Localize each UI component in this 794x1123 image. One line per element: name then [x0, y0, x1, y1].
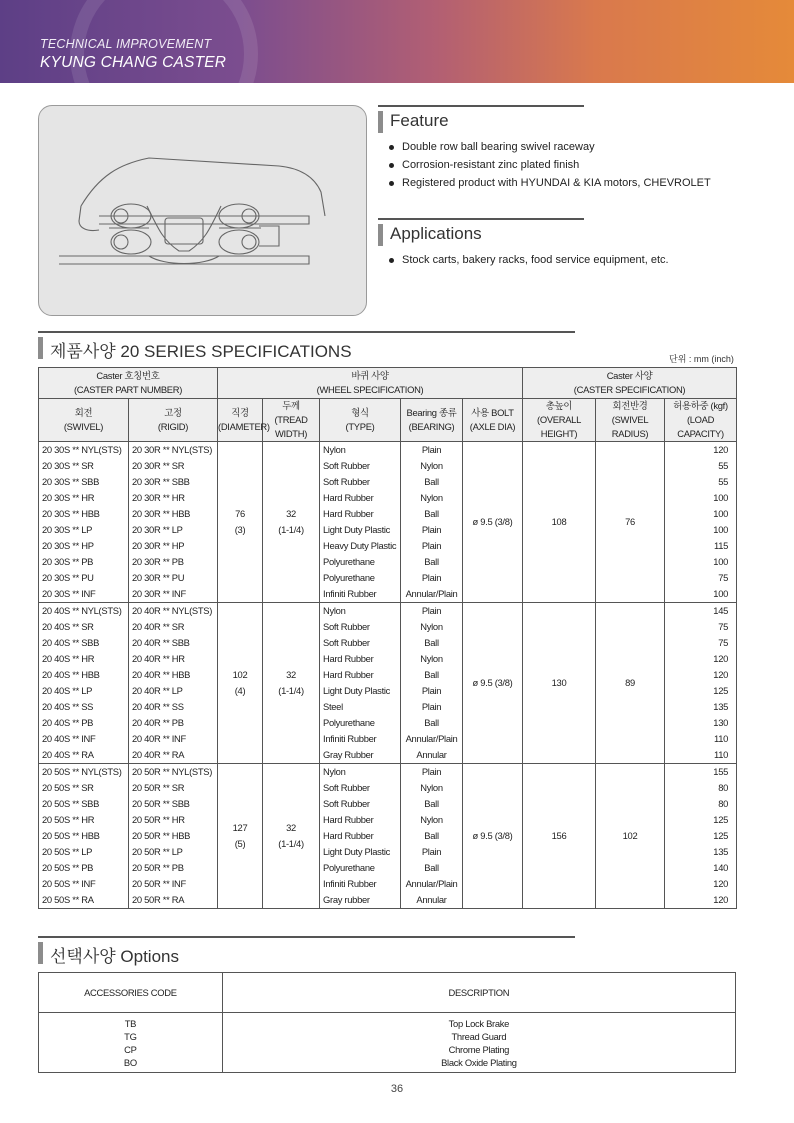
- load-capacity: 120: [665, 442, 737, 459]
- swivel-part-number: 20 30S ** LP: [39, 522, 129, 538]
- load-capacity: 75: [665, 570, 737, 586]
- bearing-type: Annular/Plain: [401, 731, 463, 747]
- swivel-part-number: 20 30S ** INF: [39, 586, 129, 603]
- load-capacity: 100: [665, 522, 737, 538]
- accessory-code: CP: [39, 1043, 223, 1056]
- wheel-type: Infiniti Rubber: [320, 876, 401, 892]
- wheel-type: Hard Rubber: [320, 651, 401, 667]
- rigid-part-number: 20 30R ** HR: [129, 490, 218, 506]
- rigid-part-number: 20 50R ** HBB: [129, 828, 218, 844]
- column-header: 두께 (TREAD WIDTH): [263, 399, 320, 442]
- rigid-part-number: 20 40R ** SR: [129, 619, 218, 635]
- group-header-part: Caster 호칭번호 (CASTER PART NUMBER): [39, 368, 218, 399]
- bearing-type: Ball: [401, 506, 463, 522]
- bearing-type: Ball: [401, 667, 463, 683]
- feature-item: Corrosion-resistant zinc plated finish: [386, 156, 711, 174]
- rigid-part-number: 20 40R ** RA: [129, 747, 218, 764]
- swivel-part-number: 20 40S ** LP: [39, 683, 129, 699]
- overall-height: 130: [523, 603, 596, 764]
- column-header: 회전반경 (SWIVEL RADIUS): [596, 399, 665, 442]
- load-capacity: 100: [665, 506, 737, 522]
- swivel-part-number: 20 50S ** PB: [39, 860, 129, 876]
- swivel-part-number: 20 50S ** HBB: [39, 828, 129, 844]
- caster-cross-section-drawing: [39, 106, 366, 315]
- wheel-type: Hard Rubber: [320, 828, 401, 844]
- swivel-part-number: 20 50S ** RA: [39, 892, 129, 909]
- wheel-diameter: 76 (3): [218, 442, 263, 603]
- axle-diameter: ø 9.5 (3/8): [463, 764, 523, 909]
- bearing-type: Annular: [401, 892, 463, 909]
- bearing-type: Nylon: [401, 619, 463, 635]
- column-header: ACCESSORIES CODE: [39, 973, 223, 1013]
- table-row: [39, 764, 737, 781]
- swivel-part-number: 20 30S ** HR: [39, 490, 129, 506]
- wheel-type: Nylon: [320, 764, 401, 781]
- swivel-part-number: 20 50S ** INF: [39, 876, 129, 892]
- column-header: 허용하중 (kgf) (LOAD CAPACITY): [665, 399, 737, 442]
- wheel-type: Hard Rubber: [320, 490, 401, 506]
- bearing-type: Plain: [401, 603, 463, 620]
- bearing-type: Plain: [401, 844, 463, 860]
- wheel-type: Soft Rubber: [320, 780, 401, 796]
- column-header: DESCRIPTION: [222, 973, 735, 1013]
- swivel-part-number: 20 50S ** SR: [39, 780, 129, 796]
- wheel-type: Soft Rubber: [320, 619, 401, 635]
- swivel-part-number: 20 50S ** NYL(STS): [39, 764, 129, 781]
- load-capacity: 115: [665, 538, 737, 554]
- applications-title: Applications: [390, 224, 482, 243]
- bearing-type: Annular/Plain: [401, 586, 463, 603]
- column-header: 직경 (DIAMETER): [218, 399, 263, 442]
- column-header: 총높이 (OVERALL HEIGHT): [523, 399, 596, 442]
- tread-width: 32 (1-1/4): [263, 442, 320, 603]
- swivel-part-number: 20 30S ** PB: [39, 554, 129, 570]
- wheel-type: Soft Rubber: [320, 458, 401, 474]
- accessory-code: TB: [39, 1013, 223, 1031]
- group-header-wheel: 바퀴 사양 (WHEEL SPECIFICATION): [218, 368, 523, 399]
- bearing-type: Nylon: [401, 651, 463, 667]
- wheel-type: Polyurethane: [320, 715, 401, 731]
- rigid-part-number: 20 50R ** SBB: [129, 796, 218, 812]
- page-header: [0, 0, 794, 83]
- table-row: [39, 442, 737, 459]
- page-number: 36: [390, 1083, 404, 1095]
- swivel-part-number: 20 40S ** RA: [39, 747, 129, 764]
- feature-item: Double row ball bearing swivel raceway: [386, 138, 711, 156]
- rigid-part-number: 20 30R ** INF: [129, 586, 218, 603]
- wheel-type: Steel: [320, 699, 401, 715]
- swivel-radius: 76: [596, 442, 665, 603]
- bearing-type: Plain: [401, 538, 463, 554]
- load-capacity: 130: [665, 715, 737, 731]
- column-header: Bearing 종류 (BEARING): [401, 399, 463, 442]
- wheel-type: Nylon: [320, 603, 401, 620]
- swivel-part-number: 20 40S ** NYL(STS): [39, 603, 129, 620]
- rigid-part-number: 20 40R ** SBB: [129, 635, 218, 651]
- bearing-type: Nylon: [401, 780, 463, 796]
- swivel-part-number: 20 40S ** INF: [39, 731, 129, 747]
- bearing-type: Nylon: [401, 812, 463, 828]
- table-row: [39, 1030, 736, 1043]
- load-capacity: 120: [665, 892, 737, 909]
- swivel-radius: 102: [596, 764, 665, 909]
- swivel-part-number: 20 30S ** PU: [39, 570, 129, 586]
- rigid-part-number: 20 30R ** SBB: [129, 474, 218, 490]
- unit-note: 단위 : mm (inch): [669, 354, 734, 364]
- accessory-description: Top Lock Brake: [222, 1013, 735, 1031]
- load-capacity: 125: [665, 812, 737, 828]
- bearing-type: Ball: [401, 828, 463, 844]
- wheel-type: Hard Rubber: [320, 812, 401, 828]
- table-row: [39, 603, 737, 620]
- swivel-part-number: 20 50S ** LP: [39, 844, 129, 860]
- wheel-type: Infiniti Rubber: [320, 586, 401, 603]
- wheel-type: Hard Rubber: [320, 506, 401, 522]
- rigid-part-number: 20 40R ** NYL(STS): [129, 603, 218, 620]
- wheel-type: Light Duty Plastic: [320, 683, 401, 699]
- wheel-type: Light Duty Plastic: [320, 844, 401, 860]
- bearing-type: Nylon: [401, 490, 463, 506]
- wheel-type: Hard Rubber: [320, 667, 401, 683]
- bearing-type: Ball: [401, 715, 463, 731]
- load-capacity: 75: [665, 619, 737, 635]
- load-capacity: 120: [665, 667, 737, 683]
- load-capacity: 100: [665, 490, 737, 506]
- bearing-type: Plain: [401, 683, 463, 699]
- rigid-part-number: 20 50R ** SR: [129, 780, 218, 796]
- wheel-type: Gray Rubber: [320, 747, 401, 764]
- feature-title: Feature: [390, 111, 449, 130]
- rigid-part-number: 20 30R ** PB: [129, 554, 218, 570]
- accessory-description: Black Oxide Plating: [222, 1056, 735, 1073]
- table-row: [39, 1013, 736, 1031]
- rigid-part-number: 20 30R ** HBB: [129, 506, 218, 522]
- wheel-type: Gray rubber: [320, 892, 401, 909]
- load-capacity: 155: [665, 764, 737, 781]
- load-capacity: 110: [665, 747, 737, 764]
- swivel-part-number: 20 50S ** SBB: [39, 796, 129, 812]
- load-capacity: 110: [665, 731, 737, 747]
- feature-list: [386, 138, 711, 192]
- swivel-radius: 89: [596, 603, 665, 764]
- wheel-type: Polyurethane: [320, 570, 401, 586]
- rigid-part-number: 20 40R ** INF: [129, 731, 218, 747]
- options-table: [38, 972, 736, 1073]
- rigid-part-number: 20 30R ** NYL(STS): [129, 442, 218, 459]
- load-capacity: 80: [665, 796, 737, 812]
- swivel-part-number: 20 30S ** HBB: [39, 506, 129, 522]
- applications-list: [386, 251, 669, 269]
- accessory-code: TG: [39, 1030, 223, 1043]
- bearing-type: Annular/Plain: [401, 876, 463, 892]
- wheel-type: Soft Rubber: [320, 796, 401, 812]
- overall-height: 156: [523, 764, 596, 909]
- swivel-part-number: 20 30S ** NYL(STS): [39, 442, 129, 459]
- load-capacity: 100: [665, 586, 737, 603]
- header-subtitle: TECHNICAL IMPROVEMENT: [40, 37, 212, 51]
- rigid-part-number: 20 50R ** HR: [129, 812, 218, 828]
- swivel-part-number: 20 50S ** HR: [39, 812, 129, 828]
- rigid-part-number: 20 50R ** LP: [129, 844, 218, 860]
- load-capacity: 140: [665, 860, 737, 876]
- bearing-type: Ball: [401, 860, 463, 876]
- load-capacity: 55: [665, 458, 737, 474]
- bearing-type: Plain: [401, 764, 463, 781]
- rigid-part-number: 20 40R ** HBB: [129, 667, 218, 683]
- rigid-part-number: 20 30R ** SR: [129, 458, 218, 474]
- accessory-description: Thread Guard: [222, 1030, 735, 1043]
- spec-title: 제품사양 20 SERIES SPECIFICATIONS: [50, 342, 352, 361]
- rigid-part-number: 20 50R ** RA: [129, 892, 218, 909]
- rigid-part-number: 20 40R ** LP: [129, 683, 218, 699]
- load-capacity: 55: [665, 474, 737, 490]
- bearing-type: Ball: [401, 796, 463, 812]
- bearing-type: Ball: [401, 474, 463, 490]
- rigid-part-number: 20 50R ** PB: [129, 860, 218, 876]
- rigid-part-number: 20 50R ** NYL(STS): [129, 764, 218, 781]
- bearing-type: Plain: [401, 442, 463, 459]
- rigid-part-number: 20 30R ** HP: [129, 538, 218, 554]
- wheel-type: Soft Rubber: [320, 474, 401, 490]
- wheel-diameter: 127 (5): [218, 764, 263, 909]
- bearing-type: Ball: [401, 554, 463, 570]
- swivel-part-number: 20 30S ** SR: [39, 458, 129, 474]
- bearing-type: Nylon: [401, 458, 463, 474]
- load-capacity: 135: [665, 699, 737, 715]
- swivel-part-number: 20 40S ** HBB: [39, 667, 129, 683]
- rigid-part-number: 20 30R ** LP: [129, 522, 218, 538]
- rigid-part-number: 20 30R ** PU: [129, 570, 218, 586]
- accessory-description: Chrome Plating: [222, 1043, 735, 1056]
- bearing-type: Annular: [401, 747, 463, 764]
- rigid-part-number: 20 50R ** INF: [129, 876, 218, 892]
- load-capacity: 125: [665, 828, 737, 844]
- rigid-part-number: 20 40R ** HR: [129, 651, 218, 667]
- bearing-type: Ball: [401, 635, 463, 651]
- load-capacity: 75: [665, 635, 737, 651]
- feature-item: Registered product with HYUNDAI & KIA motors, CHEVROLET: [386, 174, 711, 192]
- swivel-part-number: 20 40S ** SBB: [39, 635, 129, 651]
- header-title: KYUNG CHANG CASTER: [40, 54, 227, 71]
- rigid-part-number: 20 40R ** SS: [129, 699, 218, 715]
- load-capacity: 100: [665, 554, 737, 570]
- swivel-part-number: 20 30S ** SBB: [39, 474, 129, 490]
- column-header: 회전 (SWIVEL): [39, 399, 129, 442]
- swivel-part-number: 20 30S ** HP: [39, 538, 129, 554]
- bearing-type: Plain: [401, 570, 463, 586]
- options-title: 선택사양 Options: [50, 947, 179, 966]
- load-capacity: 120: [665, 651, 737, 667]
- group-header-caster: Caster 사양 (CASTER SPECIFICATION): [523, 368, 737, 399]
- rigid-part-number: 20 40R ** PB: [129, 715, 218, 731]
- swivel-part-number: 20 40S ** SS: [39, 699, 129, 715]
- column-header: 형식 (TYPE): [320, 399, 401, 442]
- tread-width: 32 (1-1/4): [263, 603, 320, 764]
- caster-illustration: [38, 105, 367, 316]
- table-row: [39, 1043, 736, 1056]
- swivel-part-number: 20 40S ** HR: [39, 651, 129, 667]
- load-capacity: 120: [665, 876, 737, 892]
- applications-item: Stock carts, bakery racks, food service equipment, etc.: [386, 251, 669, 269]
- swivel-part-number: 20 40S ** PB: [39, 715, 129, 731]
- load-capacity: 135: [665, 844, 737, 860]
- overall-height: 108: [523, 442, 596, 603]
- spec-table: [38, 367, 737, 909]
- tread-width: 32 (1-1/4): [263, 764, 320, 909]
- wheel-type: Soft Rubber: [320, 635, 401, 651]
- table-row: [39, 1056, 736, 1073]
- wheel-type: Polyurethane: [320, 860, 401, 876]
- load-capacity: 80: [665, 780, 737, 796]
- swivel-part-number: 20 40S ** SR: [39, 619, 129, 635]
- axle-diameter: ø 9.5 (3/8): [463, 442, 523, 603]
- wheel-type: Heavy Duty Plastic: [320, 538, 401, 554]
- load-capacity: 125: [665, 683, 737, 699]
- bearing-type: Plain: [401, 699, 463, 715]
- bearing-type: Plain: [401, 522, 463, 538]
- accessory-code: BO: [39, 1056, 223, 1073]
- column-header: 사용 BOLT (AXLE DIA): [463, 399, 523, 442]
- axle-diameter: ø 9.5 (3/8): [463, 603, 523, 764]
- wheel-type: Light Duty Plastic: [320, 522, 401, 538]
- load-capacity: 145: [665, 603, 737, 620]
- wheel-diameter: 102 (4): [218, 603, 263, 764]
- wheel-type: Infiniti Rubber: [320, 731, 401, 747]
- wheel-type: Nylon: [320, 442, 401, 459]
- column-header: 고정 (RIGID): [129, 399, 218, 442]
- wheel-type: Polyurethane: [320, 554, 401, 570]
